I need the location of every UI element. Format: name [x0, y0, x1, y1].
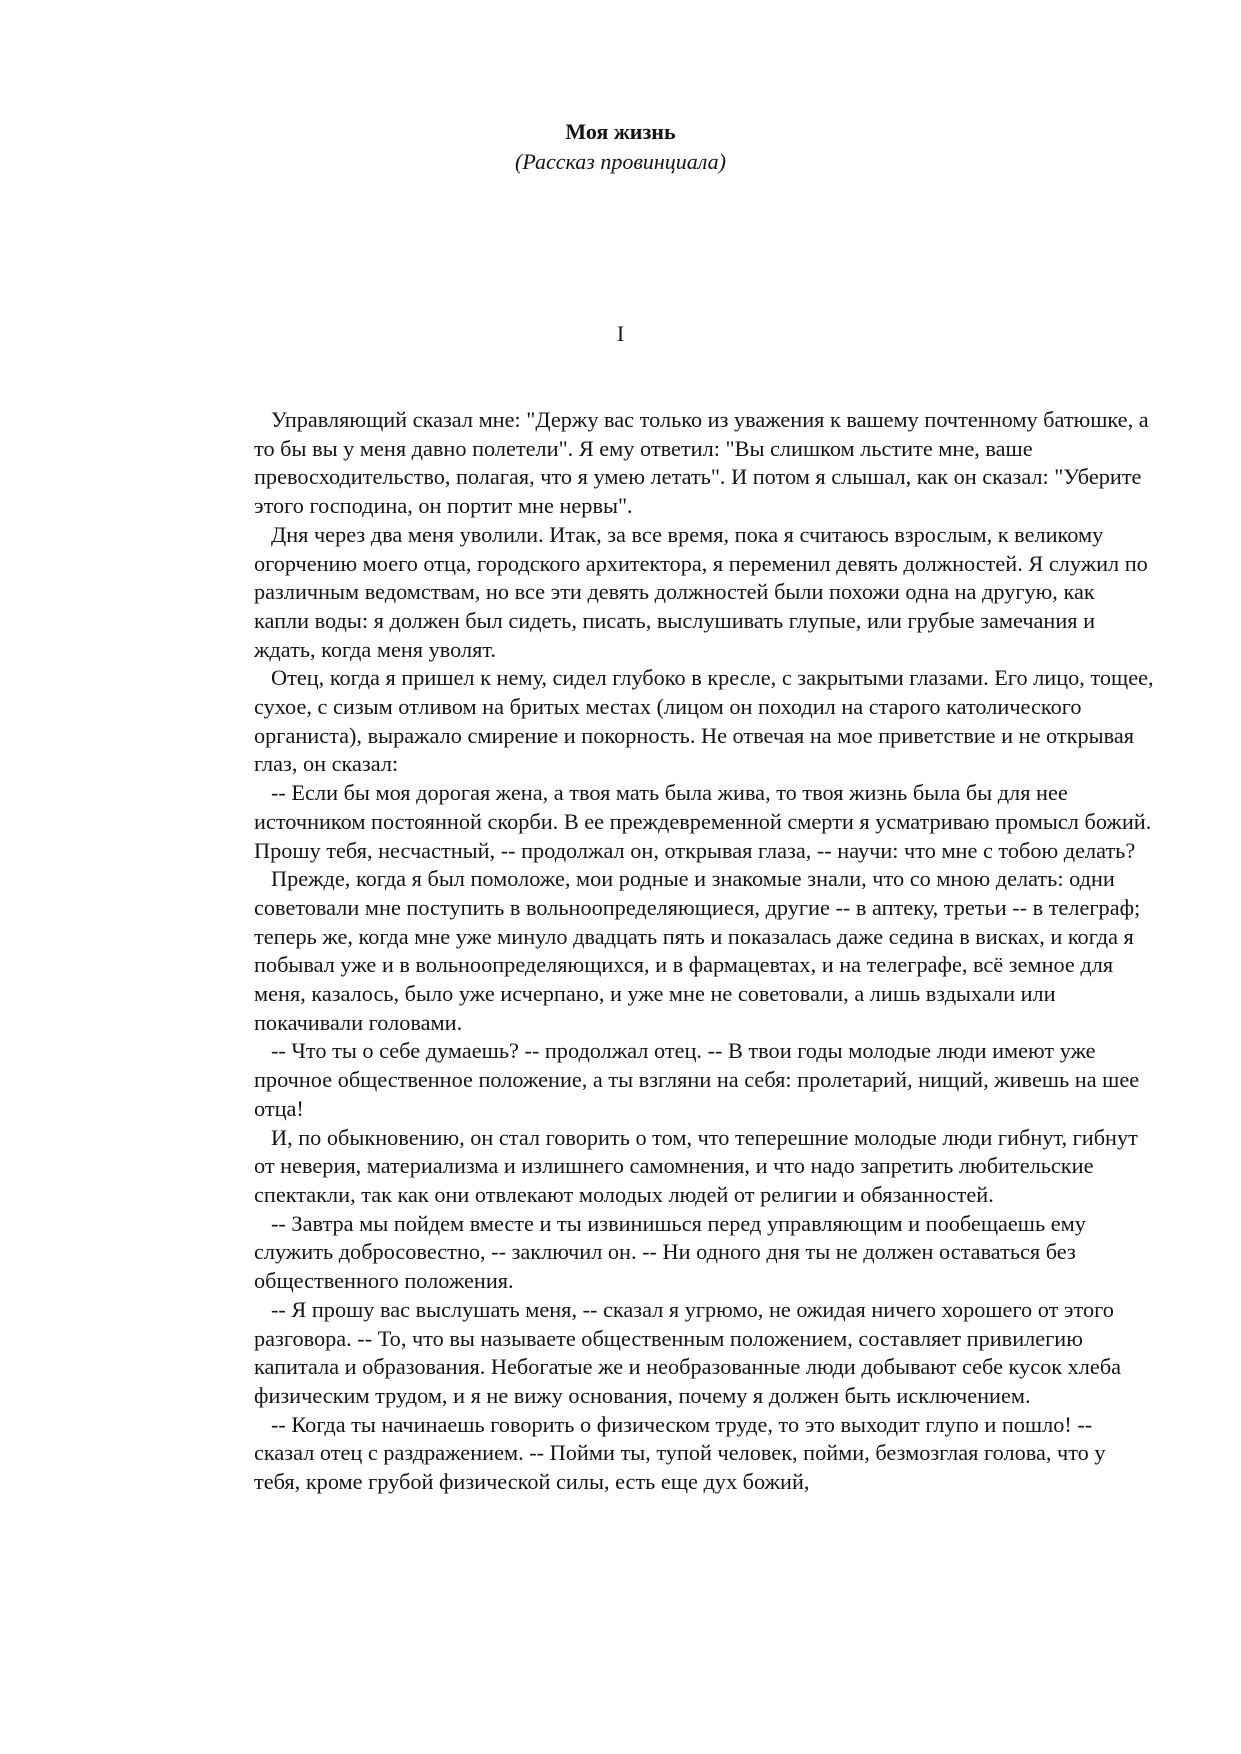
chapter-number: I [616, 321, 625, 346]
paragraph: -- Завтра мы пойдем вместе и ты извинишься перед управляющим и пообещаешь ему служить добросовестно, -- заключил он. -- Ни одного дня ты не должен оставаться без общественного положения. [254, 1210, 1086, 1294]
paragraph: -- Когда ты начинаешь говорить о физическом труде, то это выходит глупо и пошло! -- сказал отец с раздражением. -- Пойми ты, тупой человек, пойми, безмозглая голова, что у тебя, кроме грубой физической силы, есть еще дух божий, [254, 1411, 1106, 1495]
paragraph: Прежде, когда я был помоложе, мои родные и знакомые знали, что со мною делать: одни советовали мне поступить в вольноопределяющиеся, другие -- в аптеку, третьи -- в телеграф; теперь же, когда мне уже минуло двадцать пять и показалась даже седина в висках, и когда я побывал уже и в вольноопределяющихся, и в фармацевтах, и на телеграфе, всё земное для меня, казалось, было уже исчерпано, и уже мне не советовали, а лишь вздыхали или покачивали головами. [254, 866, 1141, 1035]
paragraph: Дня через два меня уволили. Итак, за все время, пока я считаюсь взрослым, к великому огорчению моего отца, городского архитектора, я переменил девять должностей. Я служил по различным ведомствам, но все эти девять должностей были похожи одна на другую, как капли воды: я должен был сидеть, писать, выслушивать глупые, или грубые замечания и ждать, когда меня уволят. [254, 521, 1148, 662]
document-subtitle: (Рассказ провинциала) [515, 149, 726, 174]
paragraph: -- Если бы моя дорогая жена, а твоя мать была жива, то твоя жизнь была бы для нее источником постоянной скорби. В ее преждевременной смерти я усматриваю промысл божий. Прошу тебя, несчастный, -- продолжал он, открывая глаза, -- научи: что мне с тобою делать? [254, 780, 1152, 863]
body-text [254, 406, 1154, 1497]
paragraph: Управляющий сказал мне: "Держу вас только из уважения к вашему почтенному батюшке, а то бы вы у меня давно полетели". Я ему ответил: "Вы слишком льстите мне, ваше превосходительство, полагая, что я умею летать". И потом я слышал, как он сказал: "Уберите этого господина, он портит мне нервы". [254, 407, 1149, 519]
document-title: Моя жизнь [565, 119, 676, 144]
paragraph: -- Что ты о себе думаешь? -- продолжал отец. -- В твои годы молодые люди имеют уже прочное общественное положение, а ты взгляни на себя: пролетарий, нищий, живешь на шее отца! [254, 1038, 1140, 1121]
paragraph: Отец, когда я пришел к нему, сидел глубоко в кресле, с закрытыми глазами. Его лицо, тощее, сухое, с сизым отливом на бритых местах (лицом он походил на старого католического органиста), выражало смирение и покорность. Не отвечая на мое приветствие и не открывая глаз, он сказал: [254, 665, 1154, 777]
paragraph: И, по обыкновению, он стал говорить о том, что теперешние молодые люди гибнут, гибнут от неверия, материализма и излишнего самомнения, и что надо запретить любительские спектакли, так как они отвлекают молодых людей от религии и обязанностей. [254, 1124, 1138, 1207]
paragraph: -- Я прошу вас выслушать меня, -- сказал я угрюмо, не ожидая ничего хорошего от этого разговора. -- То, что вы называете общественным положением, составляет привилегию капитала и образования. Небогатые же и необразованные люди добывают себе кусок хлеба физическим трудом, и я не вижу основания, почему я должен быть исключением. [254, 1296, 1122, 1408]
